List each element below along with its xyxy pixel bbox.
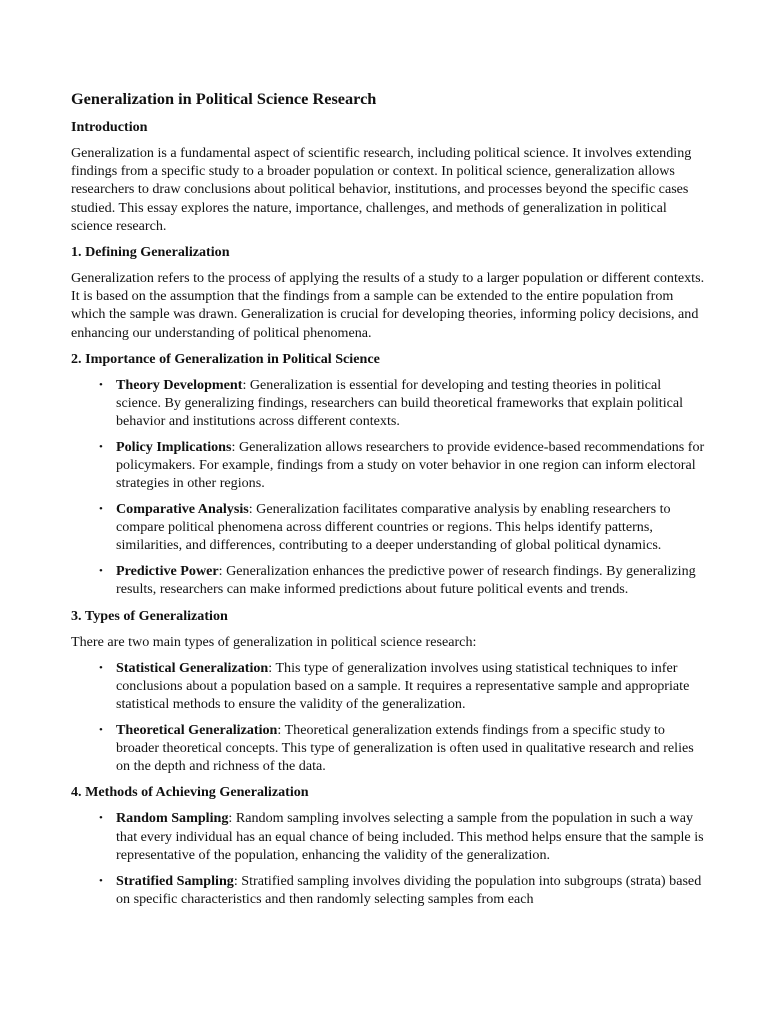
list-item-text: : Generalization enhances the predictive power of research findings. By generalizing results, researchers can make informed predictions about future political events and trends. xyxy=(116,563,696,598)
list-item xyxy=(116,721,705,776)
importance-list xyxy=(71,376,705,599)
list-item xyxy=(116,438,705,493)
introduction-paragraph: Generalization is a fundamental aspect of scientific research, including political science. It involves extending findings from a specific study to a broader population or context. In political science, generalization allows researchers to draw conclusions about political behavior, institutions, and processes beyond the specific cases studied. This essay explores the nature, importance, challenges, and methods of generalization in political science research. xyxy=(71,145,692,234)
list-item xyxy=(116,872,705,908)
list-item-text: : Stratified sampling involves dividing the population into subgroups (strata) based on specific characteristics and then randomly selecting samples from each xyxy=(116,872,702,907)
list-item xyxy=(116,562,705,598)
types-list xyxy=(71,659,705,776)
list-item-text: : Generalization facilitates comparative analysis by enabling researchers to compare political phenomena across different countries or regions. This helps identify patterns, similarities, and differences, contributing to a deeper understanding of global political dynamics. xyxy=(116,501,671,554)
document-page xyxy=(71,88,705,916)
list-item-term: Random Sampling xyxy=(116,810,229,827)
section-heading-introduction: Introduction xyxy=(71,119,148,135)
list-item xyxy=(116,659,705,714)
list-item-text: : Random sampling involves selecting a sample from the population in such a way that every individual has an equal chance of being included. This method helps ensure that the sample is representative of the population, enhancing the validity of the generalization. xyxy=(116,810,704,863)
list-item xyxy=(116,809,705,864)
document-title: Generalization in Political Science Research xyxy=(71,89,377,108)
list-item-term: Predictive Power xyxy=(116,563,219,580)
methods-list xyxy=(71,809,705,908)
section-heading-defining-generalization: 1. Defining Generalization xyxy=(71,244,230,261)
defining-generalization-paragraph: Generalization refers to the process of applying the results of a study to a larger population or different contexts. It is based on the assumption that the findings from a sample can be extended to the entire population from which the sample was drawn. Generalization is crucial for developing theories, informing policy decisions, and enhancing our understanding of political phenomena. xyxy=(71,270,705,341)
list-item-term: Theory Development xyxy=(116,376,243,393)
section-heading-methods: 4. Methods of Achieving Generalization xyxy=(71,784,309,801)
list-item-term: Comparative Analysis xyxy=(116,501,249,518)
section-heading-importance: 2. Importance of Generalization in Political Science xyxy=(71,350,380,367)
list-item-text: : Generalization is essential for developing and testing theories in political science. By generalizing findings, researchers can build theoretical frameworks that explain political behavior and institutions across different contexts. xyxy=(116,376,684,430)
types-paragraph: There are two main types of generalization in political science research: xyxy=(71,633,477,650)
list-item xyxy=(116,376,705,431)
list-item-term: Stratified Sampling xyxy=(116,872,234,889)
list-item xyxy=(116,500,705,555)
list-item-term: Theoretical Generalization xyxy=(116,721,278,738)
section-heading-types: 3. Types of Generalization xyxy=(71,607,228,624)
list-item-term: Policy Implications xyxy=(116,438,232,455)
list-item-text: : Generalization allows researchers to provide evidence-based recommendations for policymakers. For example, findings from a study on voter behavior in one region can inform electoral strategies in other regions. xyxy=(116,438,705,492)
list-item-text: : This type of generalization involves using statistical techniques to infer conclusions about a population based on a sample. It requires a representative sample and appropriate statistical methods to ensure the validity of the generalization. xyxy=(116,659,690,713)
list-item-term: Statistical Generalization xyxy=(116,659,269,676)
list-item-text: : Theoretical generalization extends findings from a specific study to broader theoretical concepts. This type of generalization is often used in qualitative research and relies on the depth and richness of the data. xyxy=(116,721,694,775)
